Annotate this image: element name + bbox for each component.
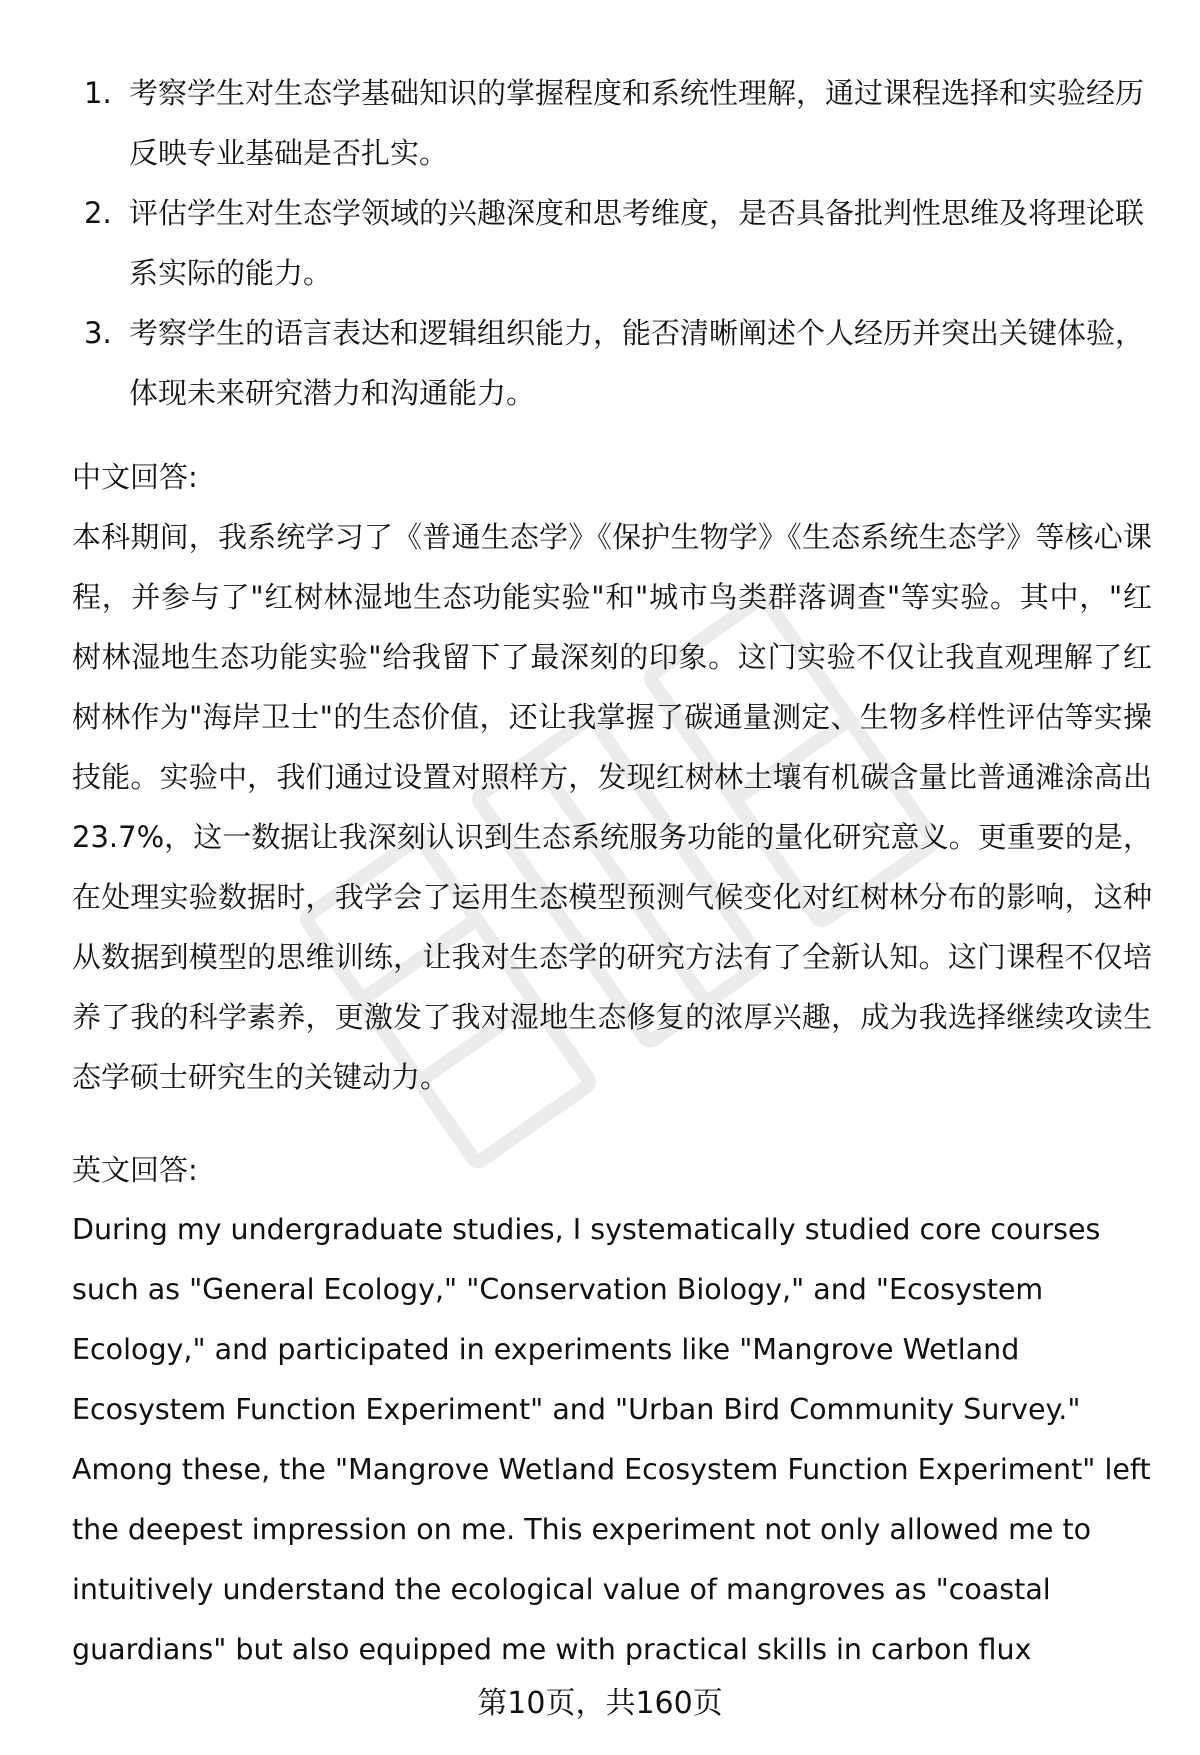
english-answer-body: During my undergraduate studies, I systematically studied core courses such as "General Ecology," "Conservation Biology," and "Ecosystem Ecology," and participated in experiments like "Mangrove Wetland Ecosystem Function Experiment" and "Urban Bird Community Survey." Among these, the "Mangrove Wetland Ecosystem Function Experiment" left the deepest impression on me. This experiment not only allowed me to intuitively understand the ecological value of mangroves as "coastal guardians" but also equipped me with practical skills in carbon flux xyxy=(72,1213,1151,1666)
criteria-text: 考察学生的语言表达和逻辑组织能力，能否清晰阐述个人经历并突出关键体验，体现未来研究潜力和沟通能力。 xyxy=(129,316,1145,410)
page-number-footer: 第10页，共160页 xyxy=(477,1686,723,1721)
criteria-text: 考察学生对生态学基础知识的掌握程度和系统性理解，通过课程选择和实验经历反映专业基础是否扎实。 xyxy=(129,76,1145,170)
evaluation-criteria-list xyxy=(72,63,1152,423)
chinese-answer-section xyxy=(72,447,1152,1107)
chinese-answer-heading: 中文回答: xyxy=(72,460,198,494)
criteria-item xyxy=(72,63,1152,183)
english-answer-section xyxy=(72,1140,1152,1680)
criteria-item xyxy=(72,183,1152,303)
criteria-number: 2. xyxy=(84,196,112,230)
english-answer-heading: 英文回答: xyxy=(72,1153,198,1187)
chinese-answer-body: 本科期间，我系统学习了《普通生态学》《保护生物学》《生态系统生态学》等核心课程，并参与了"红树林湿地生态功能实验"和"城市鸟类群落调查"等实验。其中，"红树林湿地生态功能实验"给我留下了最深刻的印象。这门实验不仅让我直观理解了红树林作为"海岸卫士"的生态价值，还让我掌握了碳通量测定、生物多样性评估等实操技能。实验中，我们通过设置对照样方，发现红树林土壤有机碳含量比普通滩涂高出23.7%，这一数据让我深刻认识到生态系统服务功能的量化研究意义。更重要的是，在处理实验数据时，我学会了运用生态模型预测气候变化对红树林分布的影响，这种从数据到模型的思维训练，让我对生态学的研究方法有了全新认知。这门课程不仅培养了我的科学素养，更激发了我对湿地生态修复的浓厚兴趣，成为我选择继续攻读生态学硕士研究生的关键动力。 xyxy=(72,520,1152,1094)
criteria-text: 评估学生对生态学领域的兴趣深度和思考维度，是否具备批判性思维及将理论联系实际的能力。 xyxy=(129,196,1145,290)
criteria-item xyxy=(72,303,1152,423)
criteria-number: 3. xyxy=(84,316,112,350)
criteria-number: 1. xyxy=(84,76,112,110)
